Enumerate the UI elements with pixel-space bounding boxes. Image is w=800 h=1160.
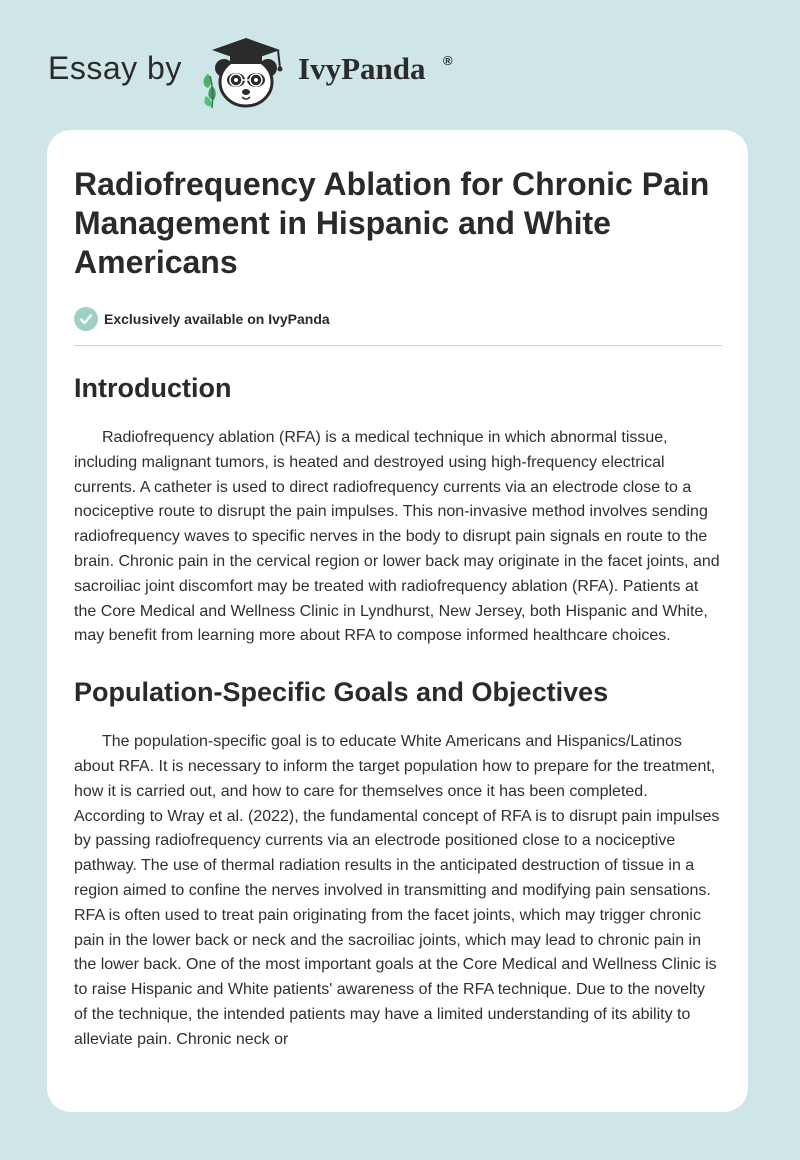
essay-card	[47, 130, 748, 1112]
essay-content	[74, 165, 722, 1053]
section-paragraph: Radiofrequency ablation (RFA) is a medical technique in which abnormal tissue, including malignant tumors, is heated and destroyed using high-frequency electrical currents. A catheter is used to direct radiofrequency currents via an electrode close to a nociceptive route to disrupt the pain impulses. This non-invasive method involves sending radiofrequency waves to specific nerves in the body to disrupt pain signals en route to the brain. Chronic pain in the cervical region or lower back may originate in the facet joints, and sacroiliac joint discomfort may be treated with radiofrequency ablation (RFA). Patients at the Core Medical and Wellness Clinic in Lyndhurst, New Jersey, both Hispanic and White, may benefit from learning more about RFA to compose informed healthcare choices.	[74, 429, 720, 645]
brand-prefix: Essay by	[48, 50, 182, 86]
section-paragraph: The population-specific goal is to educate White Americans and Hispanics/Latinos about RFA. It is necessary to inform the target population how to prepare for the treatment, how it is carried out, and how to care for themselves once it has been completed. According to Wray et al. (2022), the fundamental concept of RFA is to disrupt pain impulses by passing radiofrequency currents via an electrode positioned close to a nociceptive pathway. The use of thermal radiation results in the anticipated destruction of tissue in a region aimed to confine the nerves involved in transmitting and modifying pain sensations. RFA is often used to treat pain originating from the facet joints, which may trigger chronic pain in the lower back or neck and the sacroiliac joints, which may lead to chronic pain in the lower back. One of the most important goals at the Core Medical and Wellness Clinic is to raise Hispanic and White patients' awareness of the RFA technique. Due to the novelty of the technique, the intended patients may have a limited understanding of its ability to alleviate pain. Chronic neck or	[74, 733, 720, 1048]
section-heading: Population-Specific Goals and Objectives	[74, 677, 609, 708]
essay-title: Radiofrequency Ablation for Chronic Pain Management in Hispanic and White Americans	[74, 166, 710, 280]
check-circle-icon	[74, 307, 98, 331]
section-introduction	[74, 372, 722, 649]
badge-text: Exclusively available on IvyPanda	[104, 311, 330, 327]
brand-name: IvyPanda	[298, 51, 426, 86]
site-header	[0, 0, 800, 130]
panda-logo-icon[interactable]	[200, 34, 292, 110]
section-heading: Introduction	[74, 373, 232, 403]
registered-mark: ®	[443, 53, 453, 68]
exclusive-badge	[74, 306, 722, 332]
divider	[74, 345, 722, 346]
section-population-goals	[74, 676, 722, 1052]
